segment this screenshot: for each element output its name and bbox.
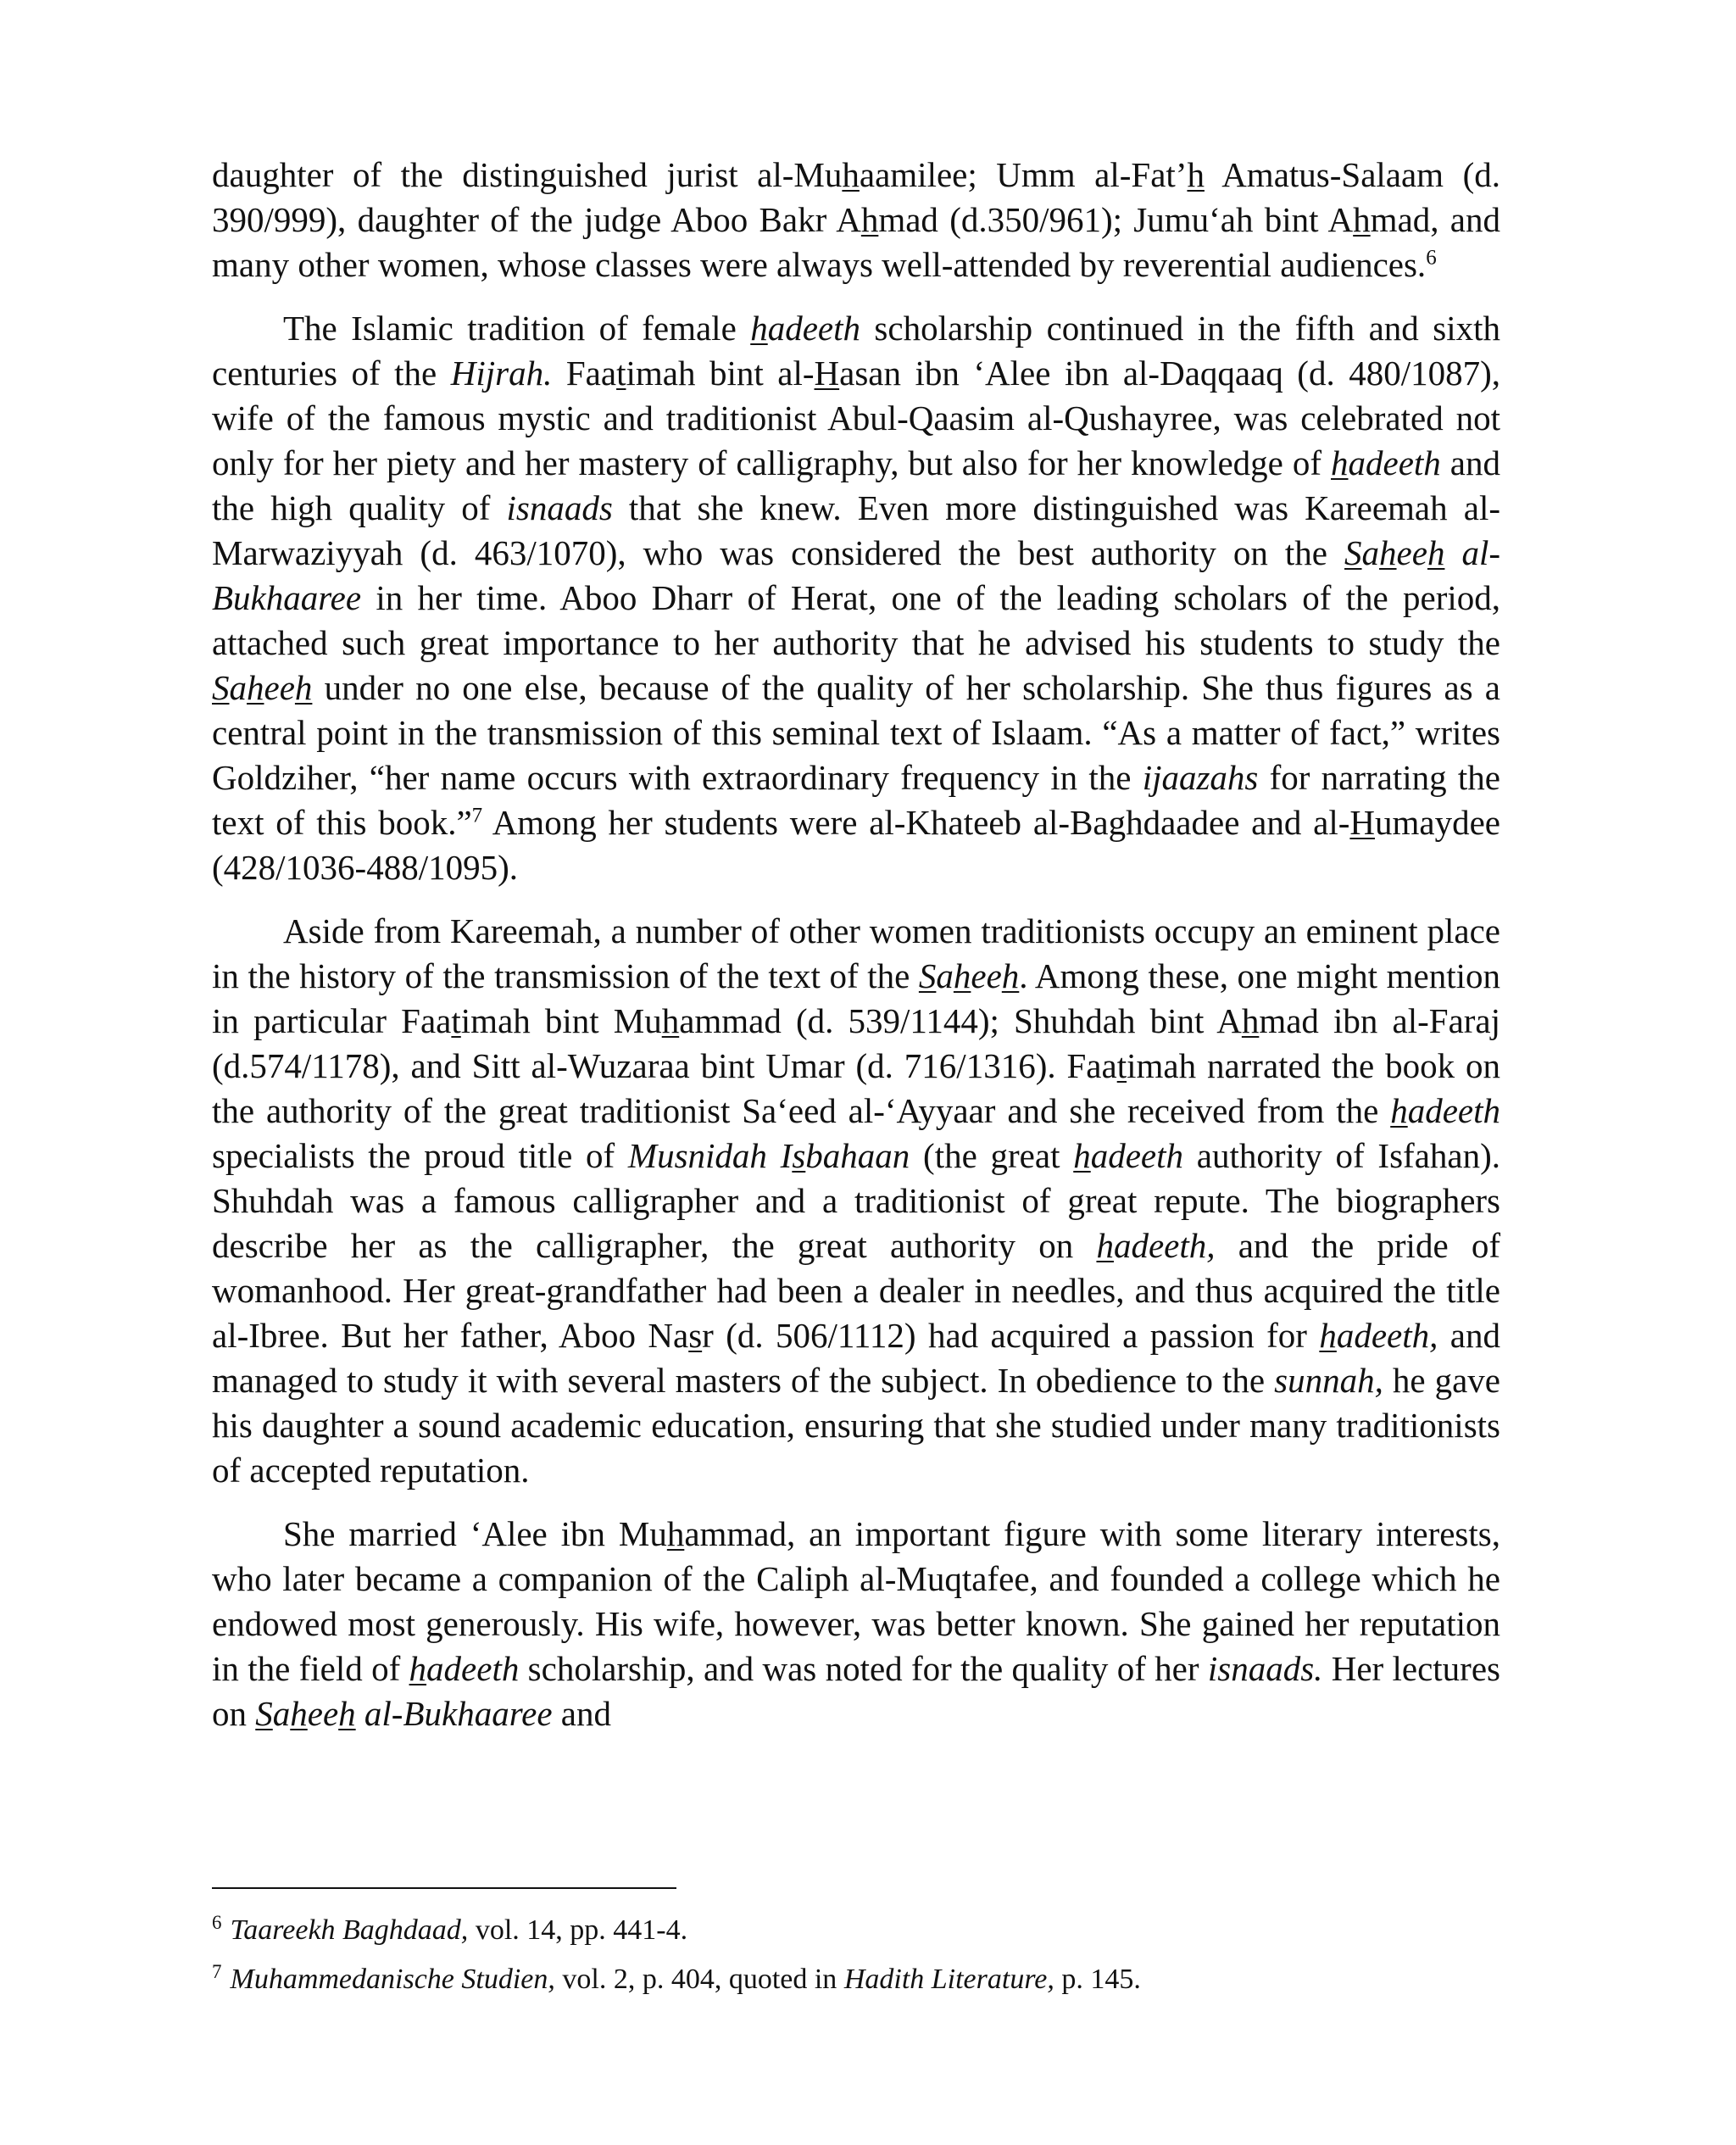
footnote-reference: 6 [1426, 246, 1437, 270]
text-run: Taareekh Baghdaad, [230, 1914, 469, 1946]
text-run: and the pride of womanhood. Her great-grandfather had been a dealer in needles, and thus acquired the title al-Ibree. But her father, Aboo Na [212, 1226, 1500, 1355]
text-run: mad ibn al-Faraj (d.574/1178), and Sitt al-Wuzaraa bint Umar (d. 716/1316). Faa [212, 1001, 1501, 1085]
text-run: under no one else, because of the quality of her scholarship. She thus figures as a central point in the transmission of this seminal text of Islaam. “As a matter of fact,” writes Goldziher, “her name occurs with extraordinary frequency in the [212, 668, 1500, 797]
text-run: for narrating the text of this book.” [212, 758, 1500, 842]
footnote-6 [212, 1909, 1500, 1952]
text-run: imah bint Mu [460, 1001, 662, 1040]
text-run: umaydee (428/1036-488/1095). [212, 803, 1500, 887]
text-run: s [688, 1316, 703, 1355]
text-run: and [552, 1694, 611, 1733]
text-run: h [860, 200, 879, 239]
text-run: ammad (d. 539/1144); Shuhdah bint A [679, 1001, 1242, 1040]
text-run: isnaads. [1207, 1649, 1323, 1688]
text-run: Hadith Literature, [843, 1964, 1054, 1995]
text-run: al-Bukhaaree [355, 1694, 553, 1733]
text-run: mad (d.350/961); Jumu‘ah bint A [878, 200, 1354, 239]
text-run: isnaads [506, 488, 613, 527]
paragraph-2 [212, 306, 1500, 890]
text-run: that she knew. Even more distinguished was Kareemah al-Marwaziyyah (d. 463/1070), who was considered the best authority on the [212, 488, 1500, 572]
text-run: . Among these, one might mention in particular Faa [212, 956, 1500, 1040]
text-run: a [229, 668, 247, 707]
text-run: She married ‘Alee ibn Mu [283, 1514, 667, 1553]
text-run: bahaan [805, 1136, 910, 1175]
text-run: authority of Isfahan). Shuhdah was a famous calligrapher and a traditionist of great repute. The biographers describe her as the calligrapher, the great authority on [212, 1136, 1500, 1265]
text-run: The Islamic tradition of female [283, 309, 751, 348]
text-run: Musnidah I [627, 1136, 793, 1175]
text-run: a [936, 956, 954, 995]
text-run: s [792, 1136, 806, 1175]
text-run: h [842, 155, 860, 194]
text-run: h [661, 1001, 680, 1040]
text-run: Faa [552, 354, 617, 393]
text-run: adeeth, [1336, 1316, 1438, 1355]
text-run: Muhammedanische Studien, [230, 1964, 555, 1995]
text-run: h [666, 1514, 685, 1553]
footnotes [212, 1887, 1500, 2008]
text-run: h [750, 309, 768, 348]
text-run: ee [307, 1694, 339, 1733]
text-run: H [1349, 803, 1376, 842]
text-run: adeeth [426, 1649, 520, 1688]
text-run: h [1427, 533, 1445, 572]
text-run: ee [1396, 533, 1427, 572]
text-run: imah bint al- [626, 354, 815, 393]
text-run: h [294, 668, 313, 707]
text-run: asan ibn ‘Alee ibn al-Daqqaaq (d. 480/1087), wife of the famous mystic and traditionist Abul-Qaasim al-Qushayree, was celebrated not only for her piety and her mastery of calligraphy, but also for her knowledge of [212, 354, 1500, 482]
text-run: t [616, 354, 626, 393]
footnote-reference: 7 [471, 804, 483, 827]
text-run: S [918, 956, 937, 995]
text-run: ee [971, 956, 1002, 995]
text-run: h [1379, 533, 1397, 572]
text-run: al-Bukhaaree [212, 533, 1501, 617]
text-run: a [1361, 533, 1380, 572]
page-body [212, 153, 1500, 1736]
text-run: h [1187, 155, 1205, 194]
text-run: S [1344, 533, 1362, 572]
text-run: h [1001, 956, 1020, 995]
text-run: h [1319, 1316, 1337, 1355]
footnote-text [231, 1914, 688, 1946]
footnote-7 [212, 1958, 1500, 2001]
text-run: in her time. Aboo Dharr of Herat, one of the leading scholars of the period, attached such great importance to her authority that he advised his students to study the [212, 578, 1500, 662]
text-run: (the great [910, 1136, 1074, 1175]
text-run: h [1390, 1091, 1408, 1130]
text-run: Amatus-Salaam (d. 390/999), daughter of the judge Aboo Bakr A [212, 155, 1500, 239]
footnote-number: 7 [212, 1960, 222, 1982]
text-run: ijaazahs [1142, 758, 1259, 797]
text-run: Her lectures on [212, 1649, 1500, 1733]
text-run: sunnah, [1274, 1361, 1383, 1400]
paragraph-4 [212, 1512, 1500, 1736]
text-run: adeeth [767, 309, 860, 348]
text-run: h [1241, 1001, 1260, 1040]
text-run: specialists the proud title of [212, 1136, 628, 1175]
text-run: h [290, 1694, 308, 1733]
text-run: t [451, 1001, 461, 1040]
text-run: ee [264, 668, 295, 707]
text-run: p. 145. [1054, 1964, 1141, 1995]
text-run: h [1073, 1136, 1091, 1175]
text-run: H [814, 354, 840, 393]
text-run: S [255, 1694, 273, 1733]
text-run: h [338, 1694, 356, 1733]
text-run: and the high quality of [212, 443, 1500, 527]
text-run: scholarship continued in the fifth and sixth centuries of the [212, 309, 1500, 393]
footnote-number: 6 [212, 1911, 222, 1933]
text-run: h [1331, 443, 1349, 482]
paragraph-1 [212, 153, 1500, 287]
text-run: h [247, 668, 264, 707]
text-run: h [1096, 1226, 1114, 1265]
text-run: h [1353, 200, 1371, 239]
text-run: adeeth [1348, 443, 1441, 482]
text-run: S [212, 668, 230, 707]
text-run: r (d. 506/1112) had acquired a passion for [702, 1316, 1320, 1355]
text-run: adeeth [1090, 1136, 1184, 1175]
text-run: vol. 2, p. 404, quoted in [554, 1964, 844, 1995]
paragraph-3 [212, 909, 1500, 1493]
text-run: Among her students were al-Khateeb al-Baghdaadee and al- [482, 803, 1350, 842]
text-run: he gave his daughter a sound academic education, ensuring that she studied under many traditionists of accepted reputation. [212, 1361, 1501, 1490]
text-run: Aside from Kareemah, a number of other women traditionists occupy an eminent place in the history of the transmission of the text of the [212, 911, 1500, 995]
text-run: scholarship, and was noted for the quality of her [519, 1649, 1208, 1688]
text-run: adeeth [1407, 1091, 1500, 1130]
text-run: aamilee; Umm al-Fat’ [859, 155, 1188, 194]
text-run: t [1116, 1046, 1127, 1085]
text-run: a [272, 1694, 291, 1733]
text-run: adeeth, [1113, 1226, 1216, 1265]
text-run: imah narrated the book on the authority of the great traditionist Sa‘eed al-‘Ayyaar and she received from the [212, 1046, 1500, 1130]
text-run: mad, and many other women, whose classes were always well-attended by reverential audiences. [212, 200, 1500, 284]
text-run: h [953, 956, 971, 995]
text-run: daughter of the distinguished jurist al-Mu [212, 155, 843, 194]
footnote-divider [212, 1887, 676, 1889]
text-run: Hijrah. [450, 354, 553, 393]
text-run: h [409, 1649, 427, 1688]
footnote-text [231, 1964, 1141, 1995]
text-run: vol. 14, pp. 441-4. [468, 1914, 688, 1946]
text-run: ammad, an important figure with some literary interests, who later became a companion of the Caliph al-Muqtafee, and founded a college which he endowed most generously. His wife, however, was better known. She gained her reputation in the field of [212, 1514, 1500, 1688]
text-run: and managed to study it with several masters of the subject. In obedience to the [212, 1316, 1500, 1400]
